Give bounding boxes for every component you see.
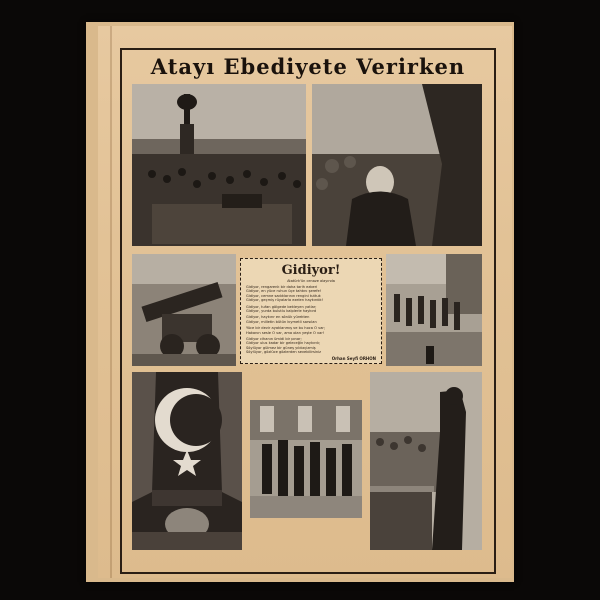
poem-line: Gidiyor ulus kadar bir geleceğin haykırdı; [246, 341, 320, 346]
page-frame [120, 48, 496, 574]
photo-statue-crowd [132, 84, 306, 246]
photo-street-procession [386, 254, 482, 366]
poem-line: Gidiyor, tufan gölgede bekleyen yatlar; [246, 304, 317, 309]
poem-line: Hakanın sesle O var, ama olan yeşte O var! [246, 330, 325, 335]
poem-title: Gidiyor! [281, 263, 341, 278]
poem-line: Gidiyor, rengarenk bir daha tarih ezberi [246, 285, 318, 289]
newspaper-page [98, 26, 512, 578]
poem-box [240, 258, 382, 364]
photo-officials-group [250, 400, 362, 518]
poem-line: Gidiyor, cemne sadıklarının rengini tuttuk [246, 293, 321, 298]
poem-author: Orhan Seyfi ORHON [331, 355, 376, 361]
poem-line: Söylüyor gülmez bir güneş yıldızçizmiş [246, 345, 316, 350]
poem-line: Gidiyor, en yüce ruhun üçe tahtını şerefe! [246, 289, 322, 294]
poem-line: Yüce bir devir ayaklanmış ve bu hoca O var; [246, 326, 326, 331]
photo-mourners [312, 84, 482, 246]
headline: Atayı Ebediyete Verirken [150, 54, 466, 79]
poem-line: Gidiyor, milletin bütün kıymetli sarsılan [246, 319, 317, 324]
poem-line: Gidiyor, yurda bulutlu kalplerle haykırd [246, 309, 317, 314]
photo-gun-carriage [132, 254, 236, 366]
poem-subtitle: Atatürk'ün cenaze alayında [287, 279, 335, 283]
poem-line: Gidiyor, haykırır en sönük yürekten [246, 315, 310, 320]
photo-catafalque-flag [132, 372, 242, 550]
poem-line: Gidiyor cihanın ümidi bir pınar; [246, 337, 302, 342]
poem-line: Gidiyor, geçmiş rüyalarla ezelen haykırdık! [246, 298, 324, 303]
page-fold [110, 26, 112, 578]
photo-balcony-figure [370, 372, 482, 550]
poem-line: Söylüyor, gözlüce gözlerden sevebilirsiniz [246, 350, 322, 355]
